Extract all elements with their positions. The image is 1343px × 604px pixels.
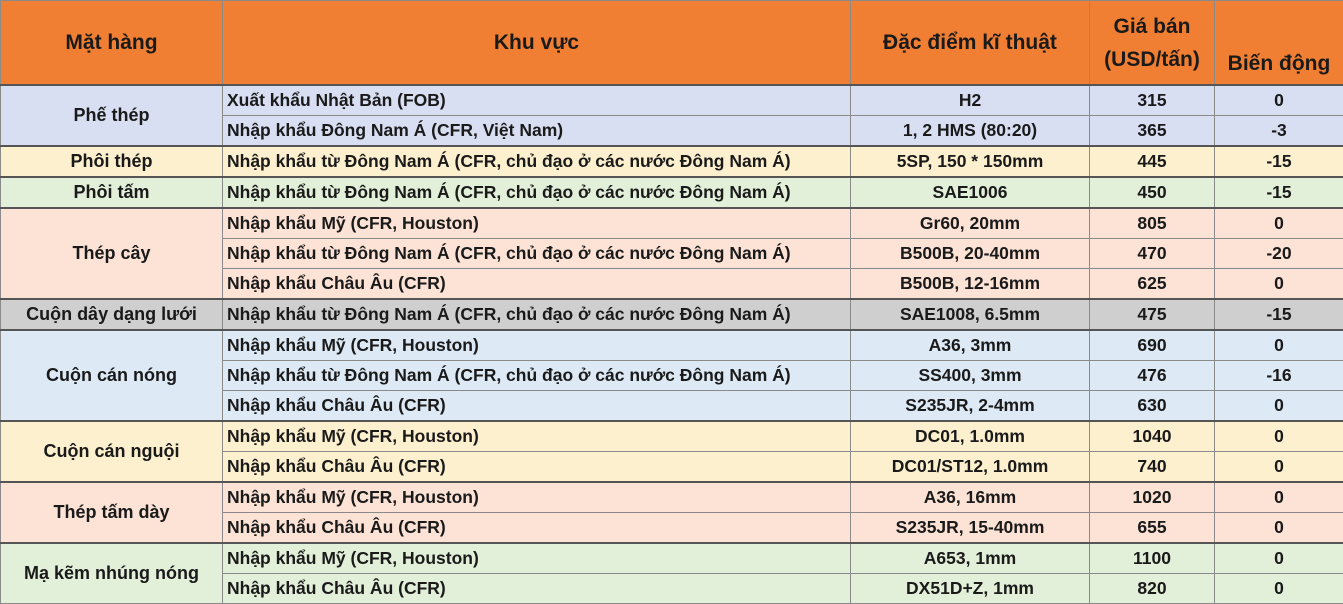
change-cell: -15 xyxy=(1215,299,1343,330)
price-cell: 740 xyxy=(1090,452,1215,483)
price-cell: 365 xyxy=(1090,116,1215,147)
table-body xyxy=(1,85,1343,604)
spec-cell: A36, 3mm xyxy=(851,330,1090,361)
spec-cell: A653, 1mm xyxy=(851,543,1090,574)
product-cell: Phôi tấm xyxy=(1,177,223,208)
spec-cell: H2 xyxy=(851,85,1090,116)
spec-cell: 1, 2 HMS (80:20) xyxy=(851,116,1090,147)
region-cell: Xuất khẩu Nhật Bản (FOB) xyxy=(223,85,851,116)
price-cell: 470 xyxy=(1090,239,1215,269)
product-cell: Cuộn dây dạng lưới xyxy=(1,299,223,330)
header-price-line1: Giá bán xyxy=(1094,10,1210,43)
price-cell: 625 xyxy=(1090,269,1215,300)
spec-cell: S235JR, 15-40mm xyxy=(851,513,1090,544)
price-cell: 450 xyxy=(1090,177,1215,208)
product-cell: Mạ kẽm nhúng nóng xyxy=(1,543,223,604)
price-cell: 655 xyxy=(1090,513,1215,544)
price-cell: 1100 xyxy=(1090,543,1215,574)
table-row xyxy=(1,85,1343,116)
header-region: Khu vực xyxy=(223,1,851,86)
region-cell: Nhập khẩu từ Đông Nam Á (CFR, chủ đạo ở các nước Đông Nam Á) xyxy=(223,299,851,330)
change-cell: -15 xyxy=(1215,146,1343,177)
price-cell: 1020 xyxy=(1090,482,1215,513)
region-cell: Nhập khẩu Mỹ (CFR, Houston) xyxy=(223,330,851,361)
region-cell: Nhập khẩu Mỹ (CFR, Houston) xyxy=(223,421,851,452)
header-price xyxy=(1090,1,1215,86)
change-cell: -15 xyxy=(1215,177,1343,208)
spec-cell: S235JR, 2-4mm xyxy=(851,391,1090,422)
change-cell: 0 xyxy=(1215,208,1343,239)
table-row xyxy=(1,177,1343,208)
header-price-line2: (USD/tấn) xyxy=(1094,43,1210,76)
table-row xyxy=(1,543,1343,574)
change-cell: -20 xyxy=(1215,239,1343,269)
price-cell: 1040 xyxy=(1090,421,1215,452)
change-cell: 0 xyxy=(1215,391,1343,422)
spec-cell: DC01/ST12, 1.0mm xyxy=(851,452,1090,483)
price-cell: 630 xyxy=(1090,391,1215,422)
change-cell: -3 xyxy=(1215,116,1343,147)
region-cell: Nhập khẩu Châu Âu (CFR) xyxy=(223,391,851,422)
region-cell: Nhập khẩu Châu Âu (CFR) xyxy=(223,513,851,544)
table-row xyxy=(1,421,1343,452)
change-cell: 0 xyxy=(1215,574,1343,604)
price-cell: 805 xyxy=(1090,208,1215,239)
spec-cell: DX51D+Z, 1mm xyxy=(851,574,1090,604)
price-cell: 445 xyxy=(1090,146,1215,177)
change-cell: 0 xyxy=(1215,421,1343,452)
spec-cell: DC01, 1.0mm xyxy=(851,421,1090,452)
table-row xyxy=(1,299,1343,330)
spec-cell: SAE1008, 6.5mm xyxy=(851,299,1090,330)
change-cell: 0 xyxy=(1215,452,1343,483)
change-cell: 0 xyxy=(1215,85,1343,116)
header-row xyxy=(1,1,1343,86)
price-cell: 475 xyxy=(1090,299,1215,330)
spec-cell: B500B, 12-16mm xyxy=(851,269,1090,300)
spec-cell: Gr60, 20mm xyxy=(851,208,1090,239)
product-cell: Phôi thép xyxy=(1,146,223,177)
product-cell: Thép tấm dày xyxy=(1,482,223,543)
header-change: Biến động xyxy=(1215,1,1343,86)
table-row xyxy=(1,146,1343,177)
region-cell: Nhập khẩu từ Đông Nam Á (CFR, chủ đạo ở các nước Đông Nam Á) xyxy=(223,361,851,391)
region-cell: Nhập khẩu Mỹ (CFR, Houston) xyxy=(223,482,851,513)
region-cell: Nhập khẩu từ Đông Nam Á (CFR, chủ đạo ở các nước Đông Nam Á) xyxy=(223,146,851,177)
table-row xyxy=(1,482,1343,513)
header-spec: Đặc điểm kĩ thuật xyxy=(851,1,1090,86)
product-cell: Cuộn cán nóng xyxy=(1,330,223,421)
spec-cell: 5SP, 150 * 150mm xyxy=(851,146,1090,177)
product-cell: Thép cây xyxy=(1,208,223,299)
spec-cell: SS400, 3mm xyxy=(851,361,1090,391)
price-cell: 476 xyxy=(1090,361,1215,391)
change-cell: 0 xyxy=(1215,513,1343,544)
region-cell: Nhập khẩu Mỹ (CFR, Houston) xyxy=(223,208,851,239)
table-row xyxy=(1,208,1343,239)
change-cell: 0 xyxy=(1215,269,1343,300)
change-cell: 0 xyxy=(1215,482,1343,513)
spec-cell: SAE1006 xyxy=(851,177,1090,208)
region-cell: Nhập khẩu Châu Âu (CFR) xyxy=(223,452,851,483)
spec-cell: A36, 16mm xyxy=(851,482,1090,513)
region-cell: Nhập khẩu Mỹ (CFR, Houston) xyxy=(223,543,851,574)
change-cell: 0 xyxy=(1215,543,1343,574)
region-cell: Nhập khẩu từ Đông Nam Á (CFR, chủ đạo ở các nước Đông Nam Á) xyxy=(223,239,851,269)
region-cell: Nhập khẩu Châu Âu (CFR) xyxy=(223,574,851,604)
region-cell: Nhập khẩu Đông Nam Á (CFR, Việt Nam) xyxy=(223,116,851,147)
header-product: Mặt hàng xyxy=(1,1,223,86)
price-cell: 820 xyxy=(1090,574,1215,604)
price-cell: 315 xyxy=(1090,85,1215,116)
region-cell: Nhập khẩu từ Đông Nam Á (CFR, chủ đạo ở các nước Đông Nam Á) xyxy=(223,177,851,208)
region-cell: Nhập khẩu Châu Âu (CFR) xyxy=(223,269,851,300)
change-cell: -16 xyxy=(1215,361,1343,391)
product-cell: Cuộn cán nguội xyxy=(1,421,223,482)
spec-cell: B500B, 20-40mm xyxy=(851,239,1090,269)
change-cell: 0 xyxy=(1215,330,1343,361)
product-cell: Phế thép xyxy=(1,85,223,146)
table-row xyxy=(1,330,1343,361)
price-cell: 690 xyxy=(1090,330,1215,361)
